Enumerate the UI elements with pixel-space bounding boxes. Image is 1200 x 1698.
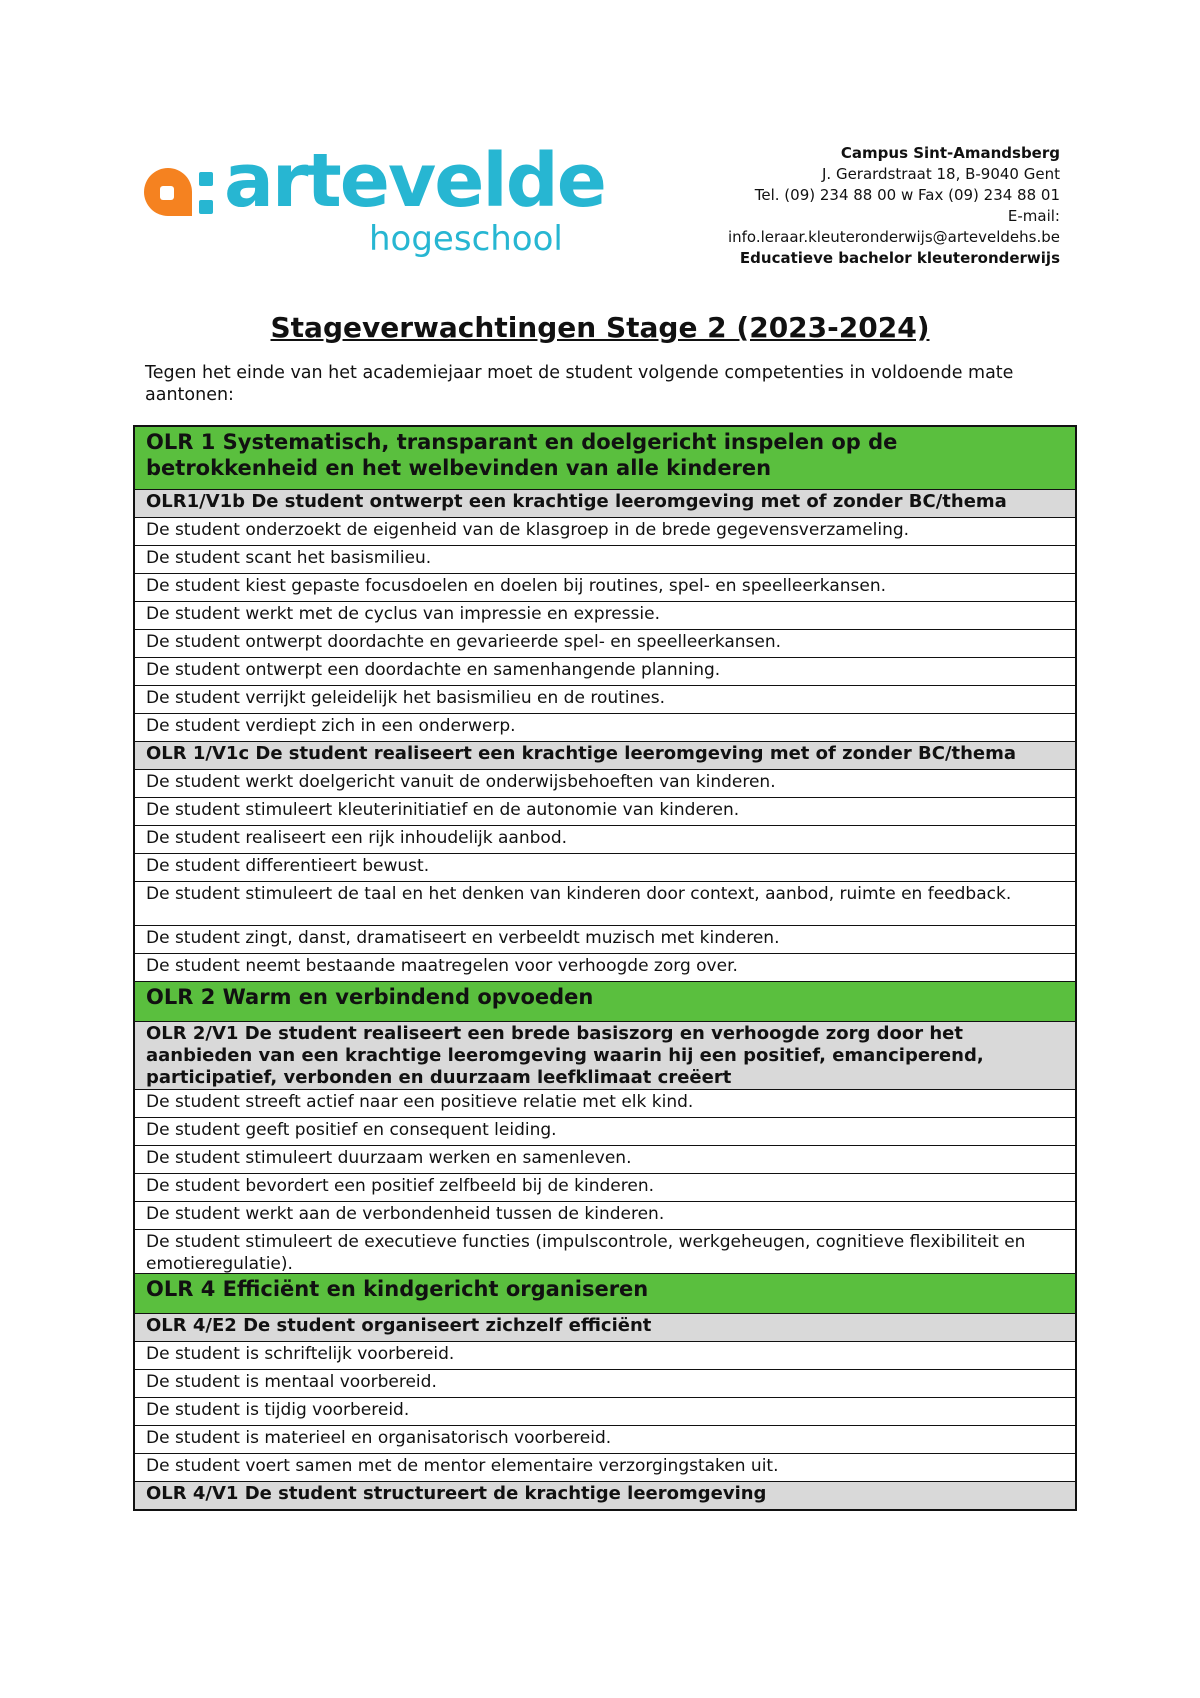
phone-fax: Tel. (09) 234 88 00 w Fax (09) 234 88 01: [754, 186, 1060, 204]
olr-header-row: OLR 4 Efficiënt en kindgericht organiseren: [135, 1273, 1075, 1313]
criterion-row: De student werkt met de cyclus van impressie en expressie.: [135, 601, 1075, 629]
contact-block: [590, 143, 1060, 269]
email-address[interactable]: info.leraar.kleuteronderwijs@arteveldehs.be: [727, 228, 1060, 246]
artevelde-logo: [140, 138, 605, 265]
criterion-row: De student is mentaal voorbereid.: [135, 1369, 1075, 1397]
criterion-row: De student ontwerpt doordachte en gevarieerde spel- en speelleerkansen.: [135, 629, 1075, 657]
logo-mark-icon: [140, 164, 215, 222]
address: J. Gerardstraat 18, B-9040 Gent: [821, 165, 1060, 183]
olr-header-row: OLR 1 Systematisch, transparant en doelgericht inspelen op de betrokkenheid en het welbevinden van alle kinderen: [135, 427, 1075, 489]
criterion-row: De student bevordert een positief zelfbeeld bij de kinderen.: [135, 1173, 1075, 1201]
sub-competency-row: OLR 2/V1 De student realiseert een brede basiszorg en verhoogde zorg door het aanbieden van een krachtige leeromgeving waarin hij een positief, emanciperend, participatief, verbonden en duurzaam leefklimaat creëert: [135, 1021, 1075, 1089]
criterion-row: De student werkt doelgericht vanuit de onderwijsbehoeften van kinderen.: [135, 769, 1075, 797]
sub-competency-row: OLR 1/V1c De student realiseert een krachtige leeromgeving met of zonder BC/thema: [135, 741, 1075, 769]
sub-competency-row: OLR1/V1b De student ontwerpt een krachtige leeromgeving met of zonder BC/thema: [135, 489, 1075, 517]
criterion-row: De student scant het basismilieu.: [135, 545, 1075, 573]
criterion-row: De student stimuleert kleuterinitiatief en de autonomie van kinderen.: [135, 797, 1075, 825]
campus-name: Campus Sint-Amandsberg: [840, 144, 1060, 162]
criterion-row: De student geeft positief en consequent leiding.: [135, 1117, 1075, 1145]
criterion-row: De student is materieel en organisatorisch voorbereid.: [135, 1425, 1075, 1453]
logo-sub-text: hogeschool: [369, 219, 563, 259]
sub-competency-row: OLR 4/E2 De student organiseert zichzelf efficiënt: [135, 1313, 1075, 1341]
page-title: Stageverwachtingen Stage 2 (2023-2024): [270, 311, 930, 344]
competency-table: [133, 425, 1077, 1511]
criterion-row: De student is schriftelijk voorbereid.: [135, 1341, 1075, 1369]
criterion-row: De student realiseert een rijk inhoudelijk aanbod.: [135, 825, 1075, 853]
criterion-row: De student streeft actief naar een positieve relatie met elk kind.: [135, 1089, 1075, 1117]
criterion-row: De student stimuleert de taal en het denken van kinderen door context, aanbod, ruimte en feedback.: [135, 881, 1075, 925]
program-name: Educatieve bachelor kleuteronderwijs: [739, 249, 1060, 267]
criterion-row: De student zingt, danst, dramatiseert en verbeeldt muzisch met kinderen.: [135, 925, 1075, 953]
criterion-row: De student verrijkt geleidelijk het basismilieu en de routines.: [135, 685, 1075, 713]
email-label: E-mail:: [1007, 207, 1060, 225]
criterion-row: De student is tijdig voorbereid.: [135, 1397, 1075, 1425]
sub-competency-row: OLR 4/V1 De student structureert de krachtige leeromgeving: [135, 1481, 1075, 1509]
criterion-row: De student voert samen met de mentor elementaire verzorgingstaken uit.: [135, 1453, 1075, 1481]
intro-text: Tegen het einde van het academiejaar moet de student volgende competenties in voldoende mate aantonen:: [145, 363, 1014, 405]
criterion-row: De student stimuleert de executieve functies (impulscontrole, werkgeheugen, cognitieve flexibiliteit en emotieregulatie).: [135, 1229, 1075, 1273]
criterion-row: De student onderzoekt de eigenheid van de klasgroep in de brede gegevensverzameling.: [135, 517, 1075, 545]
criterion-row: De student ontwerpt een doordachte en samenhangende planning.: [135, 657, 1075, 685]
criterion-row: De student neemt bestaande maatregelen voor verhoogde zorg over.: [135, 953, 1075, 981]
criterion-row: De student differentieert bewust.: [135, 853, 1075, 881]
olr-header-row: OLR 2 Warm en verbindend opvoeden: [135, 981, 1075, 1021]
logo-brand-text: artevelde: [224, 138, 605, 224]
criterion-row: De student verdiept zich in een onderwerp.: [135, 713, 1075, 741]
criterion-row: De student stimuleert duurzaam werken en samenleven.: [135, 1145, 1075, 1173]
criterion-row: De student werkt aan de verbondenheid tussen de kinderen.: [135, 1201, 1075, 1229]
criterion-row: De student kiest gepaste focusdoelen en doelen bij routines, spel- en speelleerkansen.: [135, 573, 1075, 601]
